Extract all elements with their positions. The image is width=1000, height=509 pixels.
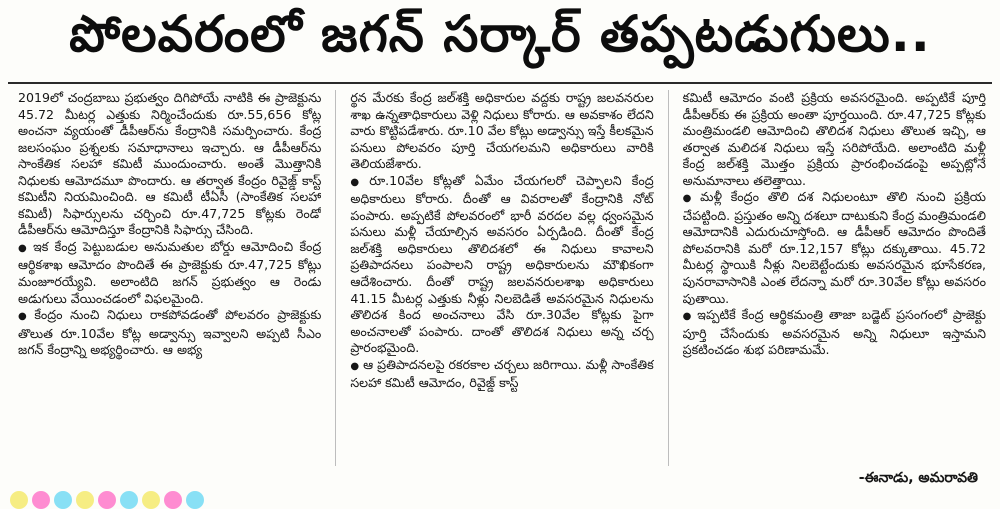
color-registration-dot (54, 491, 72, 509)
bullet-paragraph: ● రూ.10వేల కోట్లతో ఏమేం చేయగలరో చెప్పాలని కేంద్ర అధికారులు కోరారు. దీంతో ఆ వివరాలతో కేంద్రానికి నోట్ పంపారు. అప్పటికే పోలవరంలో భారీ వరదల వల్ల ధ్వంసమైన పనులు మళ్లీ చేయాల్సిన అవసరం ఏర్పడింది. దీంతో కేంద్ర జల్‌శక్తి అధికారులు తొలిదశలో ఈ నిధులు కావాలని ప్రతిపాదనలు పంపాలని రాష్ట్ర అధికారులను మౌఖికంగా ఆదేశించారు. దీంతో రాష్ట్ర జలవనరులశాఖ అధికారులు 41.15 మీటర్ల ఎత్తుకు నీళ్లు నిలబెడితే అవసరమైన నిధులను తొలిదశ కింద అంచనాలు వేసి రూ.30వేల కోట్లకు పైగా అంచనాలతో పంపారు. దాంతో తొలిదశ నిధులు అన్న చర్చ ప్రారంభమైంది. (350, 173, 653, 357)
bullet-paragraph: ● ఇక కేంద్ర పెట్టుబడుల అనుమతుల బోర్డు ఆమోదించి కేంద్ర ఆర్థికశాఖ ఆమోదం పొందితే ఈ ప్రాజెక్టుకు రూ.47,725 కోట్లు మంజూరయ్యేవి. అలాంటిది జగన్ ప్రభుత్వం ఆ రెండు అడుగులు వేయించడంలో విఫలమైంది. (18, 239, 321, 307)
color-registration-dot (98, 491, 116, 509)
color-registration-dot (32, 491, 50, 509)
bullet-paragraph: ● కేంద్రం నుంచి నిధులు రాకపోవడంతో పోలవరం ప్రాజెక్టుకు తొలుత రూ.10వేల కోట్ల అడ్వాన్సు ఇవ్వాలని అప్పటి సీఎం జగన్ కేంద్రాన్ని అభ్యర్థించారు. ఆ అభ్య (18, 307, 321, 359)
bullet-paragraph: ● ఆ ప్రతిపాదనలపై రకరకాల చర్చలు జరిగాయి. మళ్లీ సాంకేతిక సలహా కమిటీ ఆమోదం, రివైజ్డ్ కాస్ట్ (350, 357, 653, 392)
color-registration-dot (120, 491, 138, 509)
column-1 (18, 90, 321, 466)
bullet-paragraph: ● మళ్లీ కేంద్రం తొలి దశ నిధులంటూ తొలి నుంచి ప్రక్రియ చేపట్టింది. ప్రస్తుతం అన్ని దశలూ దాటుకుని కేంద్ర మంత్రిమండలి ఆమోదానికి ఎదురుచూస్తోంది. ఆ డీపీఆర్ ఆమోదం పొందితే పోలవరానికి మరో రూ.12,157 కోట్లు దక్కుతాయి. 45.72 మీటర్ల స్థాయికి నీళ్లు నిలబెట్టేందుకు అవసరమైన భూసేకరణ, పునరావాసానికి ఎంత లేదన్నా మరో రూ.30వేల కోట్లు అవసరం పుతాయి. (683, 189, 986, 307)
color-registration-dot (164, 491, 182, 509)
paragraph: 2019లో చంద్రబాబు ప్రభుత్వం దిగిపోయే నాటికి ఈ ప్రాజెక్టును 45.72 మీటర్ల ఎత్తుకు నిర్మించేందుకు రూ.55,656 కోట్ల అంచనా వ్యయంతో డీపీఆర్‌ను కేంద్రానికి సమర్పించారు. కేంద్ర జలసంఘం ప్రశ్నలకు సమాధానాలు ఇచ్చారు. ఆ డీపీఆర్‌ను సాంకేతిక సలహా కమిటీ ముందుంచారు. అంతే మొత్తానికి నిధులకు ఆమోదమూ పొందారు. ఆ తర్వాత కేంద్రం రివైజ్డ్ కాస్ట్ కమిటీని నియమించింది. ఆ కమిటీ టీఏసీ (సాంకేతిక సలహా కమిటీ) సిఫార్సులను చర్చించి రూ.47,725 కోట్లకు రెండో డీపీఆర్‌ను ఆమోదిస్తూ కేంద్రానికి సిఫార్సు చేసింది. (18, 90, 322, 238)
bullet-paragraph: ● ఇప్పటికే కేంద్ర ఆర్థికమంత్రి తాజా బడ్జెట్ ప్రసంగంలో ప్రాజెక్టు పూర్తి చేసేందుకు అవసరమైన అన్ని నిధులూ ఇస్తామని ప్రకటించడం శుభ పరిణామమే. (683, 307, 986, 359)
column-divider (668, 90, 669, 466)
color-registration-dot (186, 491, 204, 509)
color-registration-dot (142, 491, 160, 509)
paragraph: కమిటీ ఆమోదం వంటి ప్రక్రియ అవసరమైంది. అప్పటికే పూర్తి డీపీఆర్‌కు ఈ ప్రక్రియ అంతా పూర్తయింది. రూ.47,725 కోట్లకు మంత్రిమండలి ఆమోదించి తొలిదశ నిధులు తొలుత ఇచ్చి, ఆ తర్వాత మలిదశ నిధులు ఇస్తే సరిపోయేది. అలాంటిది మళ్లీ కేంద్ర జల్‌శక్తి మొత్తం ప్రక్రియ ప్రారంభించడంపై అప్పట్లోనే అనుమానాలు తలెత్తాయి. (682, 90, 986, 188)
column-divider (335, 90, 336, 466)
print-registration-marks (0, 492, 1000, 507)
byline: -ఈనాడు, అమరావతి (858, 470, 978, 486)
article-body (18, 90, 986, 466)
headline-rule (8, 82, 992, 84)
column-3 (683, 90, 986, 466)
color-registration-dot (76, 491, 94, 509)
headline: పోలవరంలో జగన్ సర్కార్ తప్పటడుగులు.. (69, 4, 931, 63)
paragraph: ర్థన మేరకు కేంద్ర జల్‌శక్తి అధికారుల వద్దకు రాష్ట్ర జలవనరుల శాఖ ఉన్నతాధికారులు వెళ్లి నిధులు కోరారు. ఆ అవకాశం లేదని వారు కొట్టిపడేశారు. రూ.10 వేల కోట్లు అడ్వాన్సు ఇస్తే కీలకమైన పనులు పోలవరం పూర్తి చేయగలమని అధికారులు వారికి తెలియజేశారు. (350, 90, 654, 172)
color-registration-dot (10, 491, 28, 509)
column-2 (350, 90, 653, 466)
